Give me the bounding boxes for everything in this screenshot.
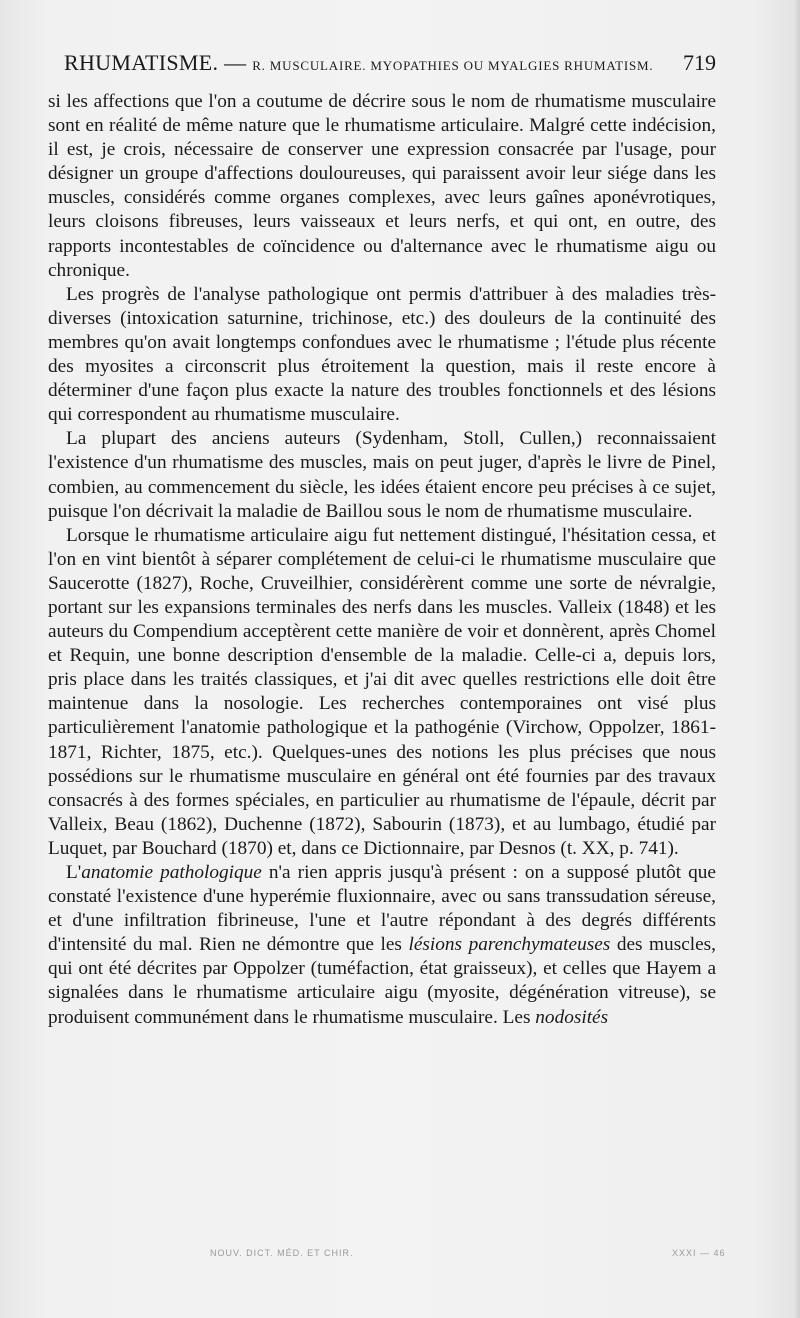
signature-mark-left: NOUV. DICT. MÉD. ET CHIR. — [210, 1248, 354, 1258]
paragraph-5-part: n'a rien appris jusqu'à présent : on a supposé plutôt que constaté l'existence d'une hyperémie fluxionnaire, avec ou sans transsudation séreuse, et d'une infiltration fibrineuse, l'une et l'autre répondant à des degrés différents d'intensité du mal. Rien ne démontre que les — [48, 862, 716, 956]
paragraph-3: La plupart des anciens auteurs (Sydenham, Stoll, Cullen,) reconnaissaient l'existence d'un rhumatisme des muscles, mais on peut juger, d'après le livre de Pinel, combien, au commencement du siècle, les idées étaient encore peu précises à ce sujet, puisque l'on décrivait la maladie de Baillou sous le nom de rhumatisme musculaire. — [48, 428, 716, 522]
paragraph-1: si les affections que l'on a coutume de décrire sous le nom de rhumatisme musculaire sont en réalité de même nature que le rhumatisme articulaire. Malgré cette indécision, il est, je crois, nécessaire de conserver une expression consacrée par l'usage, pour désigner un groupe d'affections douloureuses, qui paraissent avoir leur siége dans les muscles, considérés comme organes complexes, avec leurs gaînes aponévrotiques, leurs cloisons fibreuses, leurs vaisseaux et leurs nerfs, et qui ont, en outre, des rapports incontestables de coïncidence ou d'alternance avec le rhumatisme aigu ou chronique. — [48, 91, 716, 281]
body-text — [48, 90, 716, 1030]
paragraph-5 — [48, 861, 716, 1030]
page-number: 719 — [683, 50, 716, 75]
running-title-main: RHUMATISME. — [64, 50, 219, 75]
paragraph-5-part: des muscles, qui ont été décrites par Oppolzer (tuméfaction, état graisseux), et celles que Hayem a signalées dans le rhumatisme articulaire aigu (myosite, dégénération vitreuse), se produisent communément dans le rhumatisme musculaire. Les — [48, 934, 716, 1028]
paragraph-5-italic: lésions parenchymateuses — [408, 934, 611, 956]
paragraph-5-italic: anatomie pathologique — [81, 862, 262, 883]
signature-mark-right: XXXI — 46 — [672, 1248, 726, 1258]
running-subtitle: R. MUSCULAIRE. MYOPATHIES OU MYALGIES RHUMATISM. — [252, 58, 654, 73]
paragraph-5-italic: nodosités — [535, 1006, 609, 1028]
running-header — [64, 50, 716, 84]
paragraph-2: Les progrès de l'analyse pathologique ont permis d'attribuer à des maladies très-diverses (intoxication saturnine, trichinose, etc.) des douleurs de la continuité des membres qu'on avait longtemps confondues avec le rhumatisme ; l'étude plus récente des myosites a circonscrit plus étroitement la question, mais il reste encore à déterminer d'une façon plus exacte la nature des troubles fonctionnels et des lésions qui correspondent au rhumatisme musculaire. — [48, 283, 716, 426]
header-dash: — — [224, 50, 247, 75]
paragraph-5-part: L' — [66, 862, 82, 883]
page-edge-shadow — [794, 0, 800, 1318]
paragraph-4: Lorsque le rhumatisme articulaire aigu fut nettement distingué, l'hésitation cessa, et l'on en vint bientôt à séparer complétement de celui-ci le rhumatisme musculaire que Saucerotte (1827), Roche, Cruveilhier, considérèrent comme une sorte de névralgie, portant sur les expansions terminales des nerfs dans les muscles. Valleix (1848) et les auteurs du Compendium acceptèrent cette manière de voir et donnèrent, après Chomel et Requin, une bonne description d'ensemble de la maladie. Celle-ci a, depuis lors, pris place dans les traités classiques, et j'ai dit avec quelles restrictions elle doit être maintenue dans la nosologie. Les recherches contemporaines ont visé plus particulièrement l'anatomie pathologique et la pathogénie (Virchow, Oppolzer, 1861-1871, Richter, 1875, etc.). Quelques-unes des notions les plus précises que nous possédions sur le rhumatisme musculaire en général ont été fournies par des travaux consacrés à des formes spéciales, en particulier au rhumatisme de l'épaule, décrit par Valleix, Beau (1862), Duchenne (1872), Sabourin (1873), et au lumbago, étudié par Luquet, par Bouchard (1870) et, dans ce Dictionnaire, par Desnos (t. XX, p. 741). — [48, 524, 716, 859]
running-title — [64, 50, 653, 76]
